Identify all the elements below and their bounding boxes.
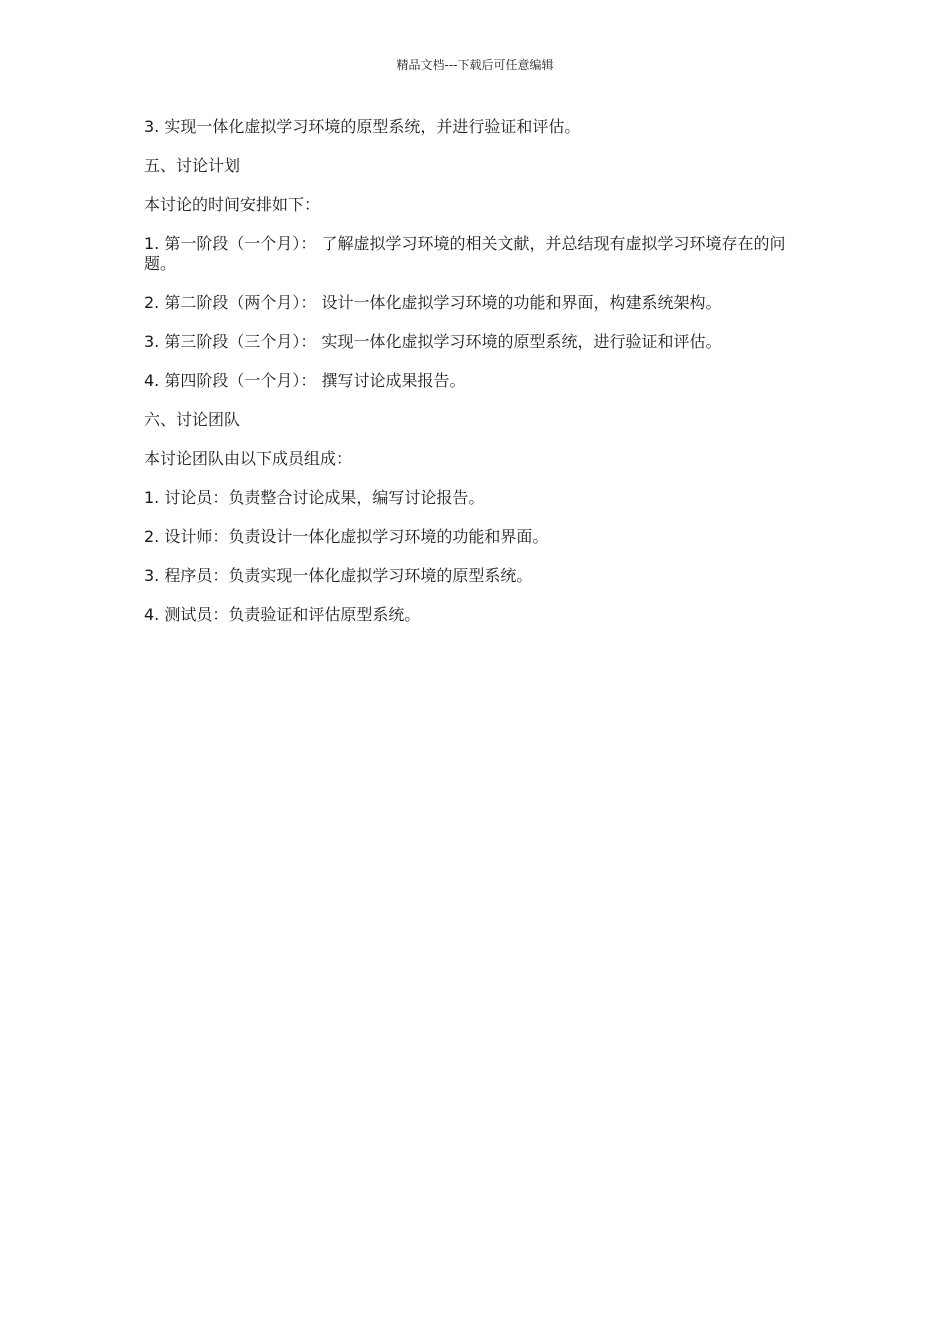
team-member-4: 4. 测试员：负责验证和评估原型系统。 (144, 605, 421, 624)
schedule-intro: 本讨论的时间安排如下： (144, 195, 321, 214)
team-member-1: 1. 讨论员：负责整合讨论成果，编写讨论报告。 (144, 488, 485, 507)
section-heading-team: 六、讨论团队 (144, 410, 241, 429)
document-body (144, 117, 808, 644)
team-intro: 本讨论团队由以下成员组成： (144, 449, 353, 468)
team-member-2: 2. 设计师：负责设计一体化虚拟学习环境的功能和界面。 (144, 527, 549, 546)
schedule-item-3: 3. 第三阶段（三个月）： 实现一体化虚拟学习环境的原型系统，进行验证和评估。 (144, 332, 722, 351)
schedule-item-1: 1. 第一阶段（一个月）： 了解虚拟学习环境的相关文献，并总结现有虚拟学习环境存在的问题。 (144, 234, 786, 273)
page-header: 精品文档---下载后可任意编辑 (396, 58, 554, 72)
team-member-3: 3. 程序员：负责实现一体化虚拟学习环境的原型系统。 (144, 566, 533, 585)
schedule-item-2: 2. 第二阶段（两个月）： 设计一体化虚拟学习环境的功能和界面，构建系统架构。 (144, 293, 722, 312)
objective-item-3: 3. 实现一体化虚拟学习环境的原型系统，并进行验证和评估。 (144, 117, 581, 136)
schedule-item-4: 4. 第四阶段（一个月）： 撰写讨论成果报告。 (144, 371, 466, 390)
section-heading-plan: 五、讨论计划 (144, 156, 241, 175)
